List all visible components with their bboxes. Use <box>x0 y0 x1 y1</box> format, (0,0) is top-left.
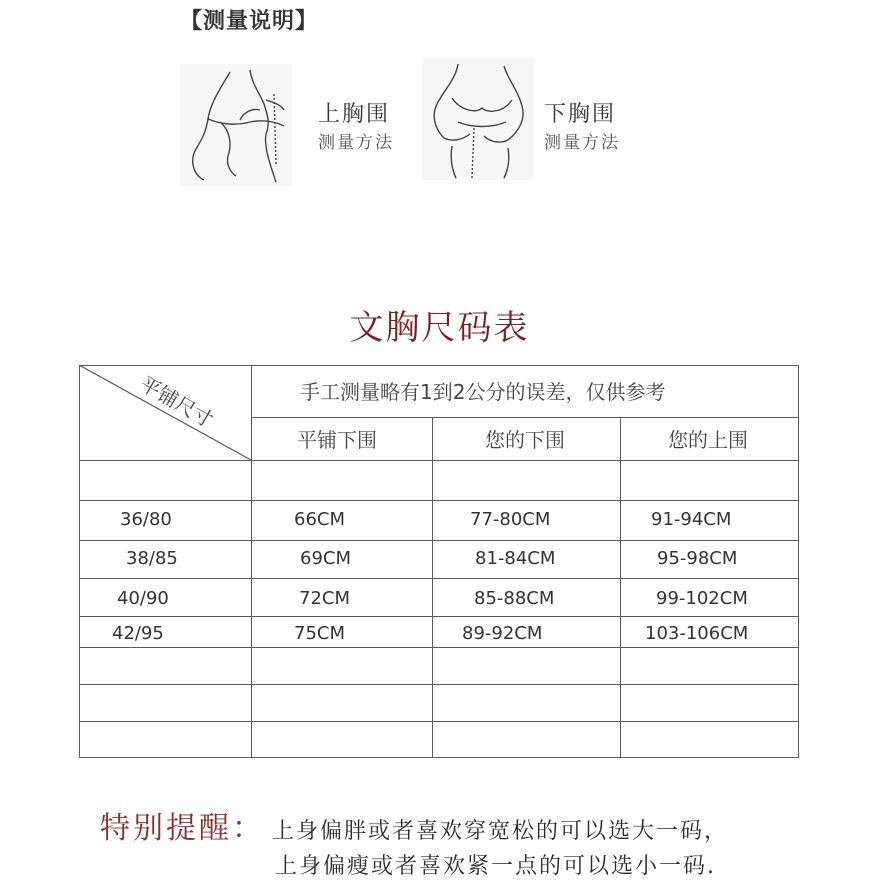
upper-bust-caption-sub: 测量方法 <box>318 133 394 153</box>
reminder-label: 特别提醒： <box>100 811 265 846</box>
upper-bust-measure-illustration <box>180 64 292 186</box>
corner-label: 平铺尺寸 <box>136 371 218 433</box>
table-cell-bust: 95-98CM <box>657 548 738 569</box>
col-header-flat-underband: 平铺下围 <box>297 428 377 452</box>
table-cell-underbust: 77-80CM <box>470 509 551 530</box>
table-cell-underbust: 89-92CM <box>462 623 543 644</box>
reminder-line-2: 上身偏瘦或者喜欢紧一点的可以选小一码. <box>275 854 716 879</box>
under-bust-measure-illustration <box>422 58 534 180</box>
table-cell-underbust: 85-88CM <box>474 588 555 609</box>
reminder-line-1: 上身偏胖或者喜欢穿宽松的可以选大一码， <box>272 819 729 844</box>
table-cell-flat: 75CM <box>294 623 346 644</box>
table-cell-size: 40/90 <box>117 588 169 609</box>
table-cell-flat: 69CM <box>300 548 352 569</box>
col-header-your-underbust: 您的下围 <box>485 428 565 452</box>
table-cell-size: 42/95 <box>112 623 164 644</box>
size-chart-title: 文胸尺码表 <box>349 308 530 348</box>
table-cell-size: 36/80 <box>120 509 172 530</box>
table-cell-bust: 99-102CM <box>656 588 748 609</box>
table-note: 手工测量略有1到2公分的误差，仅供参考 <box>300 380 666 404</box>
table-cell-size: 38/85 <box>126 548 178 569</box>
col-header-your-bust: 您的上围 <box>668 428 748 452</box>
upper-bust-caption: 上胸围 <box>318 102 391 127</box>
section-title: 【测量说明】 <box>180 8 319 34</box>
table-cell-bust: 103-106CM <box>645 623 749 644</box>
table-cell-bust: 91-94CM <box>651 509 732 530</box>
table-cell-flat: 72CM <box>299 588 351 609</box>
table-cell-flat: 66CM <box>294 509 346 530</box>
table-cell-underbust: 81-84CM <box>475 548 556 569</box>
under-bust-caption: 下胸围 <box>544 102 617 127</box>
under-bust-caption-sub: 测量方法 <box>544 133 620 153</box>
